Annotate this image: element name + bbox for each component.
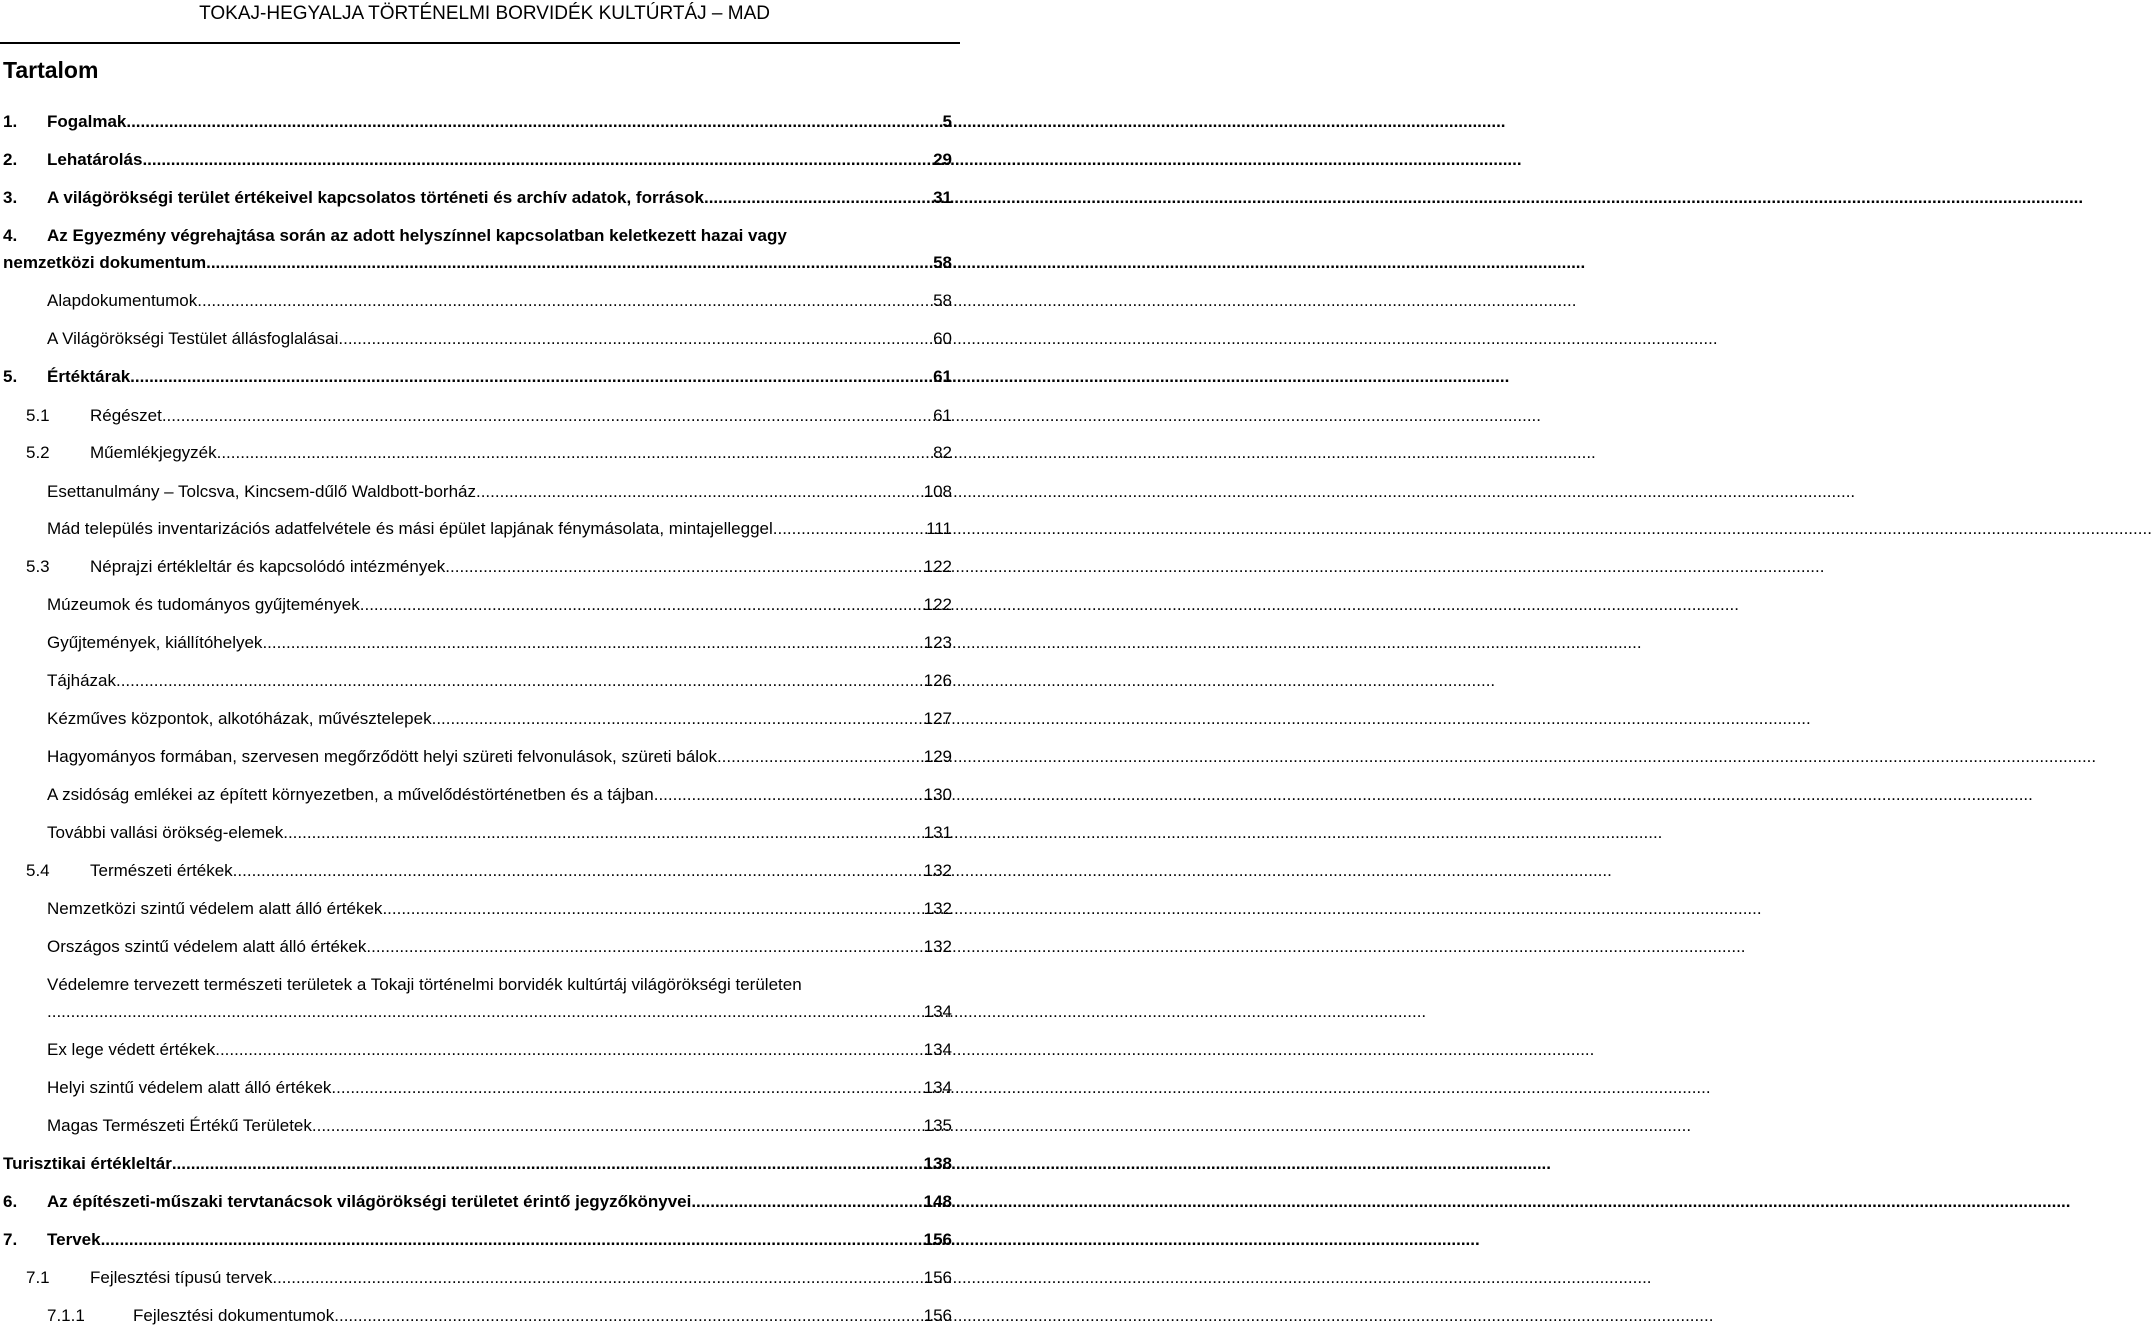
toc-entry[interactable]: [0, 552, 952, 582]
toc-page-number: 132: [923, 899, 952, 918]
toc-entry-label: További vallási örökség-elemek: [47, 823, 284, 842]
toc-page-number: 111: [926, 519, 952, 538]
toc-entry-number: 1.: [3, 112, 18, 131]
toc-dot-leader: [272, 1263, 923, 1293]
toc-page-number: 156: [923, 1230, 952, 1249]
toc-dot-leader: [172, 1149, 924, 1179]
toc-page-number: 129: [923, 747, 952, 766]
toc-page-number: 5: [942, 112, 952, 131]
toc-entry-number: 5.2: [26, 443, 50, 462]
toc-page-number: 156: [923, 1268, 952, 1287]
toc-entry-number: 7.: [3, 1230, 18, 1249]
toc-page-number: 31: [933, 188, 952, 207]
toc-entry-label: Fejlesztési típusú tervek: [90, 1268, 273, 1287]
running-header: TOKAJ-HEGYALJA TÖRTÉNELMI BORVIDÉK KULTÚRTÁJ – MAD: [199, 3, 770, 24]
toc-entry-label: Turisztikai értékleltár: [3, 1154, 172, 1173]
toc-dot-leader: [215, 1035, 923, 1065]
toc-entry-number: 6.: [3, 1192, 18, 1211]
toc-dot-leader: [116, 666, 924, 696]
toc-entry-label: nemzetközi dokumentum: [3, 253, 207, 272]
toc-entry-number: 3.: [3, 188, 18, 207]
toc-entry-label: Helyi szintű védelem alatt álló értékek: [47, 1078, 332, 1097]
toc-entry[interactable]: [0, 818, 952, 848]
toc-entry[interactable]: [0, 183, 952, 213]
toc-entry-label: Fogalmak: [47, 112, 127, 131]
toc-entry-number: 7.1.1: [47, 1306, 85, 1325]
toc-page-number: 61: [933, 367, 952, 386]
toc-dot-leader: [360, 590, 924, 620]
toc-dot-leader: [334, 1301, 923, 1331]
toc-entry[interactable]: [0, 438, 952, 468]
toc-dot-leader: [445, 552, 923, 582]
toc-entry[interactable]: [0, 514, 952, 544]
toc-entry-label: Múzeumok és tudományos gyűjtemények: [47, 595, 360, 614]
toc-entry[interactable]: [0, 362, 952, 392]
toc-entry-label: Az építészeti-műszaki tervtanácsok világörökségi területet érintő jegyzőkönyvei: [47, 1192, 692, 1211]
toc-entry[interactable]: [0, 1073, 952, 1103]
toc-page-number: 108: [923, 482, 952, 501]
toc-entry-label: Ex lege védett értékek: [47, 1040, 216, 1059]
toc-page-number: 122: [923, 595, 952, 614]
toc-entry-label: A zsidóság emlékei az épített környezetben, a művelődéstörténetben és a tájban: [47, 785, 654, 804]
toc-page-number: 122: [923, 557, 952, 576]
toc-entry-label: Néprajzi értékleltár és kapcsolódó intézmények: [90, 557, 446, 576]
toc-entry[interactable]: [0, 1035, 952, 1065]
toc-entry-number: 5.4: [26, 861, 50, 880]
toc-dot-leader: [654, 780, 924, 810]
toc-entry[interactable]: [0, 997, 952, 1027]
toc-page-number: 132: [923, 861, 952, 880]
toc-entry-label: Fejlesztési dokumentumok: [133, 1306, 335, 1325]
toc-page-number: 131: [923, 823, 952, 842]
toc-page-number: 134: [923, 1002, 952, 1021]
toc-entry-label: Védelemre tervezett természeti területek a Tokaji történelmi borvidék kultúrtáj világörökségi területen: [47, 975, 802, 994]
toc-entry[interactable]: [0, 1225, 952, 1255]
toc-entry-label: Országos szintű védelem alatt álló értékek: [47, 937, 367, 956]
toc-title: Tartalom: [3, 57, 99, 83]
toc-entry[interactable]: [0, 894, 952, 924]
toc-dot-leader: [142, 145, 933, 175]
toc-entry[interactable]: [0, 666, 952, 696]
toc-entry-label: A Világörökségi Testület állásfoglalásai: [47, 329, 339, 348]
toc-page-number: 58: [933, 253, 952, 272]
toc-entry-label: Tervek: [47, 1230, 101, 1249]
toc-entry[interactable]: [0, 221, 952, 251]
toc-dot-leader: [338, 324, 933, 354]
toc-page-number: 29: [933, 150, 952, 169]
toc-entry-label: A világörökségi terület értékeivel kapcsolatos történeti és archív adatok, források: [47, 188, 704, 207]
toc-entry[interactable]: [0, 932, 952, 962]
toc-dot-leader: [704, 183, 933, 213]
toc-entry-label: Régészet: [90, 406, 162, 425]
toc-dot-leader: [366, 932, 923, 962]
toc-entry-label: Magas Természeti Értékű Területek: [47, 1116, 312, 1135]
toc-entry[interactable]: [0, 970, 952, 1000]
toc-entry-label: Műemlékjegyzék: [90, 443, 217, 462]
toc-entry[interactable]: [0, 1187, 952, 1217]
toc-page-number: 58: [933, 291, 952, 310]
toc-dot-leader: [283, 818, 923, 848]
toc-dot-leader: [476, 477, 924, 507]
toc-dot-leader: [206, 248, 933, 278]
toc-page-number: 130: [923, 785, 952, 804]
toc-dot-leader: [691, 1187, 923, 1217]
toc-entry[interactable]: [0, 477, 952, 507]
toc-entry-label: Kézműves központok, alkotóházak, művésztelepek: [47, 709, 432, 728]
toc-entry-label: Lehatárolás: [47, 150, 143, 169]
toc-page-number: 126: [923, 671, 952, 690]
toc-page-number: 127: [923, 709, 952, 728]
toc-entry[interactable]: [0, 401, 952, 431]
toc-entry[interactable]: [0, 856, 952, 886]
toc-entry-label: Értéktárak: [47, 367, 131, 386]
toc-page-number: 148: [923, 1192, 952, 1211]
toc-entry-label: Tájházak: [47, 671, 116, 690]
toc-dot-leader: [262, 628, 923, 658]
toc-entry-label: Alapdokumentumok: [47, 291, 198, 310]
toc-dot-leader: [126, 107, 942, 137]
toc-entry[interactable]: [0, 742, 952, 772]
toc-page-number: 134: [923, 1078, 952, 1097]
toc-page-number: 138: [923, 1154, 952, 1173]
toc-page-number: 61: [933, 406, 952, 425]
toc-entry[interactable]: [0, 324, 952, 354]
toc-entry-number: 5.: [3, 367, 18, 386]
toc-entry-number: 5.3: [26, 557, 50, 576]
toc-entry[interactable]: [0, 1301, 952, 1331]
toc-entry[interactable]: [0, 145, 952, 175]
toc-entry[interactable]: [0, 704, 952, 734]
toc-page-number: 156: [923, 1306, 952, 1325]
toc-entry-number: 5.1: [26, 406, 50, 425]
toc-dot-leader: [197, 286, 933, 316]
toc-dot-leader: [717, 742, 924, 772]
toc-dot-leader: [382, 894, 923, 924]
table-of-contents: [0, 0, 960, 1343]
toc-page-number: 82: [933, 443, 952, 462]
toc-entry-label: Esettanulmány – Tolcsva, Kincsem-dűlő Waldbott-borház: [47, 482, 476, 501]
toc-dot-leader: [233, 856, 924, 886]
toc-entry[interactable]: [0, 590, 952, 620]
toc-entry-label: Gyűjtemények, kiállítóhelyek: [47, 633, 263, 652]
toc-page-number: 135: [923, 1116, 952, 1135]
toc-entry-number: 2.: [3, 150, 18, 169]
toc-entry[interactable]: [0, 248, 952, 278]
toc-entry[interactable]: [0, 286, 952, 316]
toc-dot-leader: [331, 1073, 923, 1103]
toc-entry[interactable]: [0, 628, 952, 658]
toc-entry[interactable]: [0, 780, 952, 810]
toc-entry-label: Mád település inventarizációs adatfelvétele és mási épület lapjának fénymásolata, mintajelleggel: [47, 519, 773, 538]
toc-page-number: 123: [923, 633, 952, 652]
toc-dot-leader: [312, 1111, 924, 1141]
toc-page-number: 134: [923, 1040, 952, 1059]
toc-dot-leader: [773, 514, 926, 544]
toc-entry[interactable]: [0, 1111, 952, 1141]
toc-entry[interactable]: [0, 1263, 952, 1293]
toc-dot-leader: [47, 997, 924, 1027]
toc-dot-leader: [130, 362, 933, 392]
toc-entry-label: Nemzetközi szintű védelem alatt álló értékek: [47, 899, 383, 918]
toc-page-number: 132: [923, 937, 952, 956]
toc-entry-number: 4.: [3, 226, 18, 245]
toc-entry-label: Természeti értékek: [90, 861, 233, 880]
toc-entry[interactable]: [0, 107, 952, 137]
toc-page-number: 60: [933, 329, 952, 348]
toc-entry-label: Az Egyezmény végrehajtása során az adott helyszínnel kapcsolatban keletkezett hazai vagy: [47, 226, 787, 245]
toc-dot-leader: [432, 704, 924, 734]
toc-dot-leader: [217, 438, 933, 468]
toc-entry-number: 7.1: [26, 1268, 50, 1287]
toc-dot-leader: [101, 1225, 924, 1255]
toc-entry[interactable]: [0, 1149, 952, 1179]
toc-entry-label: Hagyományos formában, szervesen megőrződött helyi szüreti felvonulások, szüreti bálok: [47, 747, 717, 766]
toc-dot-leader: [162, 401, 933, 431]
